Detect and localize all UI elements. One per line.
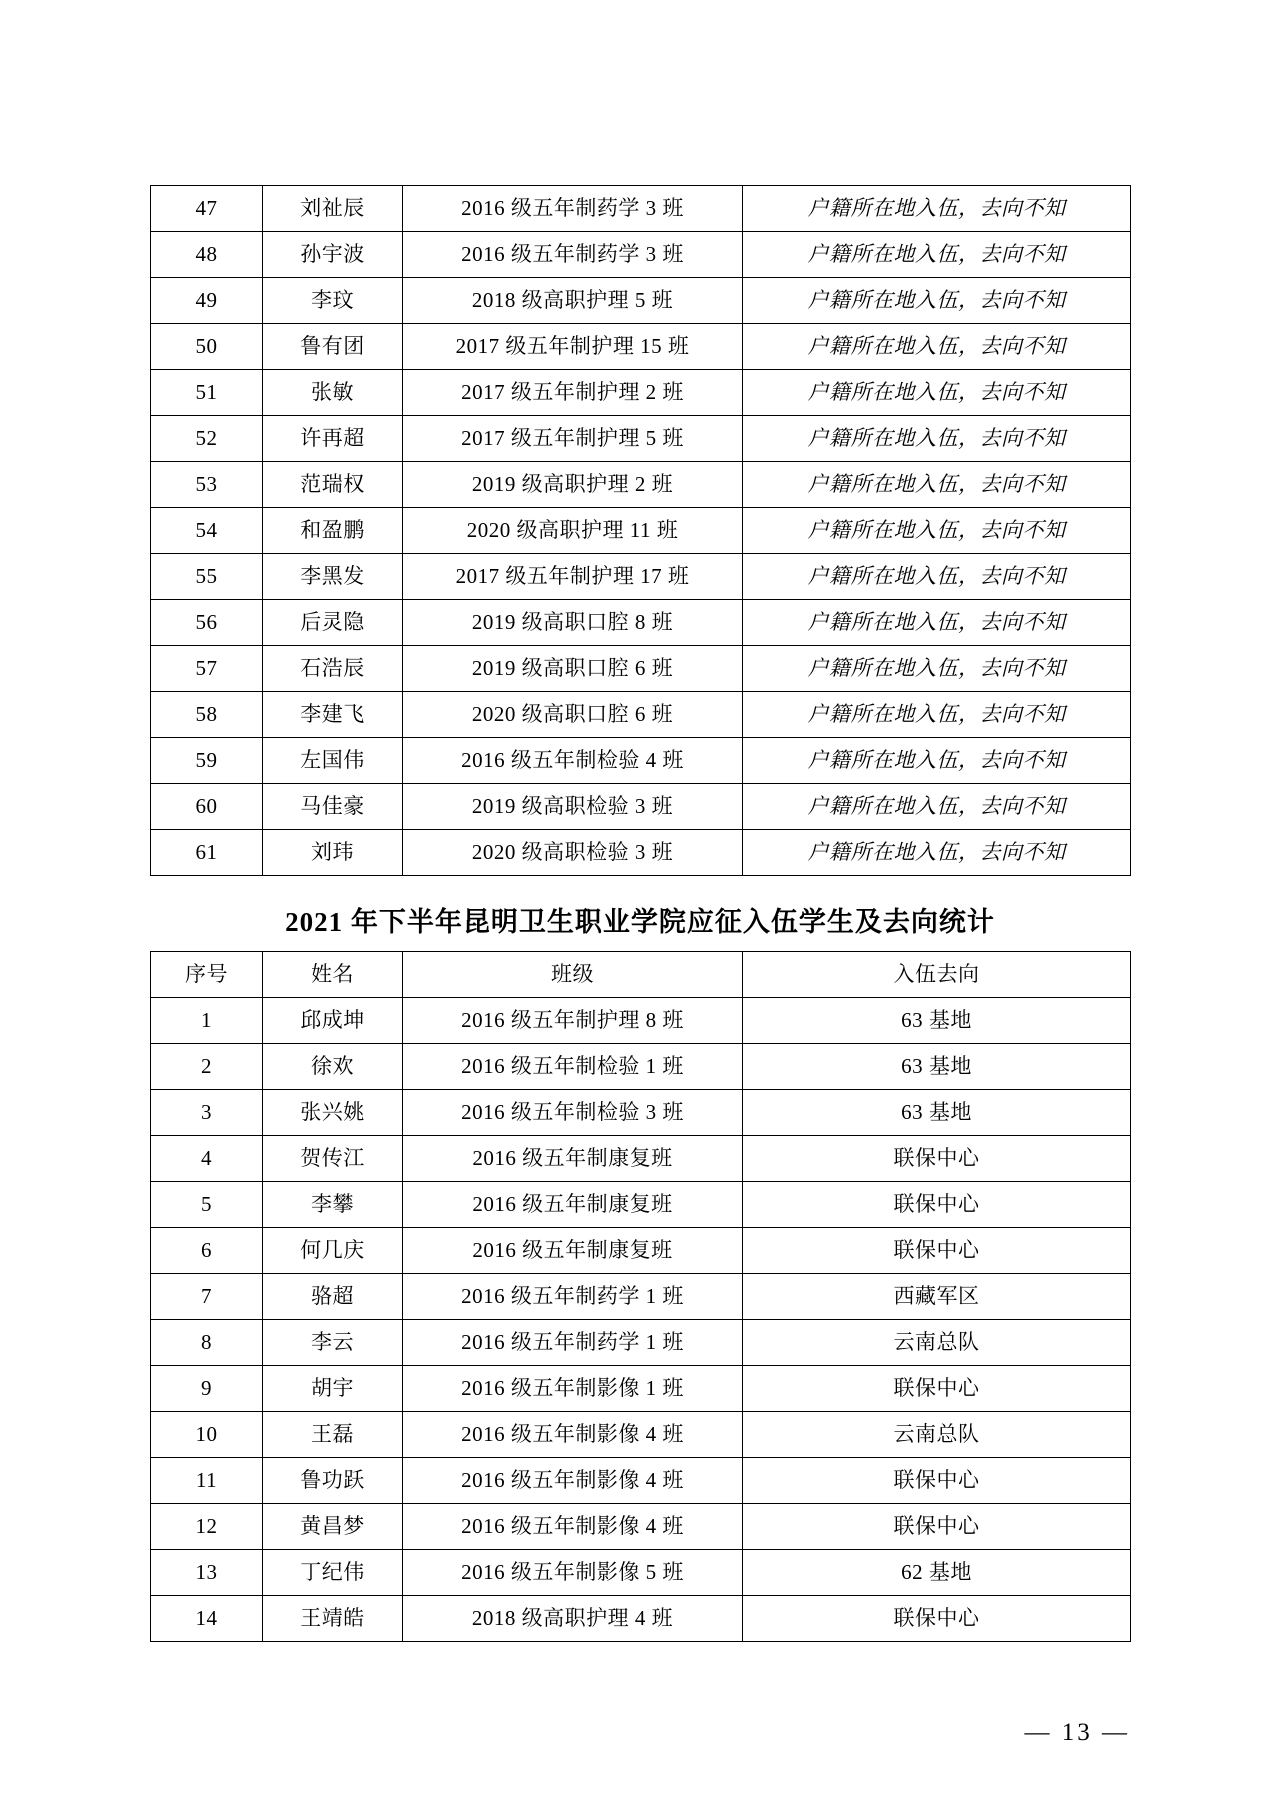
cell-index: 50 <box>151 324 263 370</box>
table-row <box>151 278 1131 324</box>
cell-name: 张兴姚 <box>263 1090 403 1136</box>
table-row <box>151 416 1131 462</box>
cell-name: 胡宇 <box>263 1366 403 1412</box>
cell-class: 2017 级五年制护理 2 班 <box>403 370 743 416</box>
cell-name: 徐欢 <box>263 1044 403 1090</box>
cell-name: 鲁功跃 <box>263 1458 403 1504</box>
cell-name: 张敏 <box>263 370 403 416</box>
table-row <box>151 324 1131 370</box>
cell-name: 黄昌梦 <box>263 1504 403 1550</box>
table-row <box>151 998 1131 1044</box>
cell-destination: 联保中心 <box>743 1458 1131 1504</box>
cell-class: 2016 级五年制药学 1 班 <box>403 1320 743 1366</box>
cell-class: 2016 级五年制护理 8 班 <box>403 998 743 1044</box>
table-row <box>151 1366 1131 1412</box>
cell-destination: 联保中心 <box>743 1228 1131 1274</box>
table-row <box>151 1274 1131 1320</box>
top-margin-spacer <box>150 0 1130 185</box>
cell-destination: 云南总队 <box>743 1320 1131 1366</box>
table-row <box>151 830 1131 876</box>
cell-class: 2017 级五年制护理 15 班 <box>403 324 743 370</box>
second-roster-table <box>150 951 1131 1642</box>
table-row <box>151 232 1131 278</box>
header-index: 序号 <box>151 952 263 998</box>
table-row <box>151 1136 1131 1182</box>
cell-class: 2016 级五年制药学 3 班 <box>403 186 743 232</box>
cell-destination: 62 基地 <box>743 1550 1131 1596</box>
cell-name: 邱成坤 <box>263 998 403 1044</box>
cell-index: 60 <box>151 784 263 830</box>
cell-index: 9 <box>151 1366 263 1412</box>
cell-index: 5 <box>151 1182 263 1228</box>
cell-destination: 联保中心 <box>743 1504 1131 1550</box>
cell-name: 贺传江 <box>263 1136 403 1182</box>
cell-class: 2016 级五年制影像 1 班 <box>403 1366 743 1412</box>
cell-index: 7 <box>151 1274 263 1320</box>
cell-name: 刘祉辰 <box>263 186 403 232</box>
table-row <box>151 508 1131 554</box>
cell-class: 2016 级五年制检验 4 班 <box>403 738 743 784</box>
cell-class: 2016 级五年制影像 4 班 <box>403 1504 743 1550</box>
cell-index: 56 <box>151 600 263 646</box>
cell-index: 52 <box>151 416 263 462</box>
cell-destination: 联保中心 <box>743 1366 1131 1412</box>
cell-class: 2020 级高职检验 3 班 <box>403 830 743 876</box>
cell-destination: 户籍所在地入伍，去向不知 <box>743 600 1131 646</box>
cell-name: 何几庆 <box>263 1228 403 1274</box>
table-row <box>151 1182 1131 1228</box>
cell-name: 许再超 <box>263 416 403 462</box>
table-row <box>151 1550 1131 1596</box>
cell-index: 51 <box>151 370 263 416</box>
cell-name: 骆超 <box>263 1274 403 1320</box>
cell-class: 2016 级五年制影像 4 班 <box>403 1458 743 1504</box>
page-number: — 13 — <box>1024 1719 1130 1746</box>
cell-destination: 63 基地 <box>743 1044 1131 1090</box>
cell-index: 6 <box>151 1228 263 1274</box>
cell-destination: 户籍所在地入伍，去向不知 <box>743 278 1131 324</box>
table-header-row <box>151 952 1131 998</box>
cell-destination: 户籍所在地入伍，去向不知 <box>743 186 1131 232</box>
cell-index: 49 <box>151 278 263 324</box>
cell-destination: 户籍所在地入伍，去向不知 <box>743 692 1131 738</box>
cell-name: 丁纪伟 <box>263 1550 403 1596</box>
cell-destination: 63 基地 <box>743 998 1131 1044</box>
cell-class: 2016 级五年制康复班 <box>403 1182 743 1228</box>
cell-destination: 户籍所在地入伍，去向不知 <box>743 646 1131 692</box>
table-row <box>151 600 1131 646</box>
cell-destination: 户籍所在地入伍，去向不知 <box>743 508 1131 554</box>
cell-class: 2019 级高职口腔 8 班 <box>403 600 743 646</box>
cell-destination: 户籍所在地入伍，去向不知 <box>743 324 1131 370</box>
cell-destination: 户籍所在地入伍，去向不知 <box>743 738 1131 784</box>
cell-destination: 户籍所在地入伍，去向不知 <box>743 784 1131 830</box>
cell-name: 李攀 <box>263 1182 403 1228</box>
cell-class: 2018 级高职护理 5 班 <box>403 278 743 324</box>
cell-name: 马佳豪 <box>263 784 403 830</box>
cell-destination: 联保中心 <box>743 1182 1131 1228</box>
cell-index: 14 <box>151 1596 263 1642</box>
cell-class: 2016 级五年制药学 1 班 <box>403 1274 743 1320</box>
cell-destination: 户籍所在地入伍，去向不知 <box>743 554 1131 600</box>
cell-class: 2017 级五年制护理 5 班 <box>403 416 743 462</box>
cell-destination: 联保中心 <box>743 1596 1131 1642</box>
table-row <box>151 692 1131 738</box>
cell-index: 1 <box>151 998 263 1044</box>
cell-class: 2016 级五年制检验 3 班 <box>403 1090 743 1136</box>
cell-index: 10 <box>151 1412 263 1458</box>
second-roster-header <box>151 952 1131 998</box>
cell-name: 左国伟 <box>263 738 403 784</box>
cell-name: 孙宇波 <box>263 232 403 278</box>
table-row <box>151 784 1131 830</box>
cell-name: 李云 <box>263 1320 403 1366</box>
cell-class: 2016 级五年制影像 5 班 <box>403 1550 743 1596</box>
table-row <box>151 462 1131 508</box>
cell-name: 石浩辰 <box>263 646 403 692</box>
cell-index: 2 <box>151 1044 263 1090</box>
cell-class: 2020 级高职口腔 6 班 <box>403 692 743 738</box>
cell-destination: 云南总队 <box>743 1412 1131 1458</box>
cell-class: 2016 级五年制康复班 <box>403 1136 743 1182</box>
cell-index: 13 <box>151 1550 263 1596</box>
table-row <box>151 1504 1131 1550</box>
table-row <box>151 370 1131 416</box>
table-row <box>151 186 1131 232</box>
header-name: 姓名 <box>263 952 403 998</box>
cell-index: 47 <box>151 186 263 232</box>
cell-name: 和盈鹏 <box>263 508 403 554</box>
cell-name: 范瑞权 <box>263 462 403 508</box>
table-row <box>151 1228 1131 1274</box>
cell-index: 12 <box>151 1504 263 1550</box>
cell-destination: 63 基地 <box>743 1090 1131 1136</box>
cell-index: 53 <box>151 462 263 508</box>
cell-name: 李建飞 <box>263 692 403 738</box>
cell-class: 2016 级五年制康复班 <box>403 1228 743 1274</box>
cell-destination: 户籍所在地入伍，去向不知 <box>743 370 1131 416</box>
table-row <box>151 1044 1131 1090</box>
cell-destination: 户籍所在地入伍，去向不知 <box>743 232 1131 278</box>
cell-name: 李玟 <box>263 278 403 324</box>
cell-class: 2019 级高职护理 2 班 <box>403 462 743 508</box>
cell-index: 3 <box>151 1090 263 1136</box>
cell-class: 2016 级五年制药学 3 班 <box>403 232 743 278</box>
table-row <box>151 554 1131 600</box>
cell-index: 54 <box>151 508 263 554</box>
cell-destination: 户籍所在地入伍，去向不知 <box>743 462 1131 508</box>
cell-class: 2018 级高职护理 4 班 <box>403 1596 743 1642</box>
table-row <box>151 1090 1131 1136</box>
cell-name: 王靖皓 <box>263 1596 403 1642</box>
cell-index: 58 <box>151 692 263 738</box>
cell-class: 2019 级高职口腔 6 班 <box>403 646 743 692</box>
cell-destination: 户籍所在地入伍，去向不知 <box>743 416 1131 462</box>
second-roster-body <box>151 998 1131 1642</box>
cell-index: 8 <box>151 1320 263 1366</box>
table-row <box>151 646 1131 692</box>
header-destination: 入伍去向 <box>743 952 1131 998</box>
table-row <box>151 1412 1131 1458</box>
table-row <box>151 1320 1131 1366</box>
continued-roster-table <box>150 185 1131 876</box>
continued-roster-table-wrapper <box>150 185 1130 876</box>
table-row <box>151 1458 1131 1504</box>
cell-name: 李黑发 <box>263 554 403 600</box>
table-row <box>151 738 1131 784</box>
header-class: 班级 <box>403 952 743 998</box>
section-title: 2021 年下半年昆明卫生职业学院应征入伍学生及去向统计 <box>285 907 995 937</box>
cell-index: 48 <box>151 232 263 278</box>
cell-index: 55 <box>151 554 263 600</box>
cell-class: 2016 级五年制影像 4 班 <box>403 1412 743 1458</box>
cell-name: 刘玮 <box>263 830 403 876</box>
cell-destination: 西藏军区 <box>743 1274 1131 1320</box>
second-roster-table-wrapper <box>150 951 1130 1642</box>
table-row <box>151 1596 1131 1642</box>
cell-index: 4 <box>151 1136 263 1182</box>
cell-class: 2017 级五年制护理 17 班 <box>403 554 743 600</box>
cell-destination: 户籍所在地入伍，去向不知 <box>743 830 1131 876</box>
cell-class: 2020 级高职护理 11 班 <box>403 508 743 554</box>
cell-class: 2016 级五年制检验 1 班 <box>403 1044 743 1090</box>
cell-class: 2019 级高职检验 3 班 <box>403 784 743 830</box>
cell-index: 11 <box>151 1458 263 1504</box>
cell-destination: 联保中心 <box>743 1136 1131 1182</box>
cell-name: 鲁有团 <box>263 324 403 370</box>
cell-name: 后灵隐 <box>263 600 403 646</box>
cell-index: 57 <box>151 646 263 692</box>
cell-name: 王磊 <box>263 1412 403 1458</box>
continued-roster-body <box>151 186 1131 876</box>
cell-index: 61 <box>151 830 263 876</box>
cell-index: 59 <box>151 738 263 784</box>
